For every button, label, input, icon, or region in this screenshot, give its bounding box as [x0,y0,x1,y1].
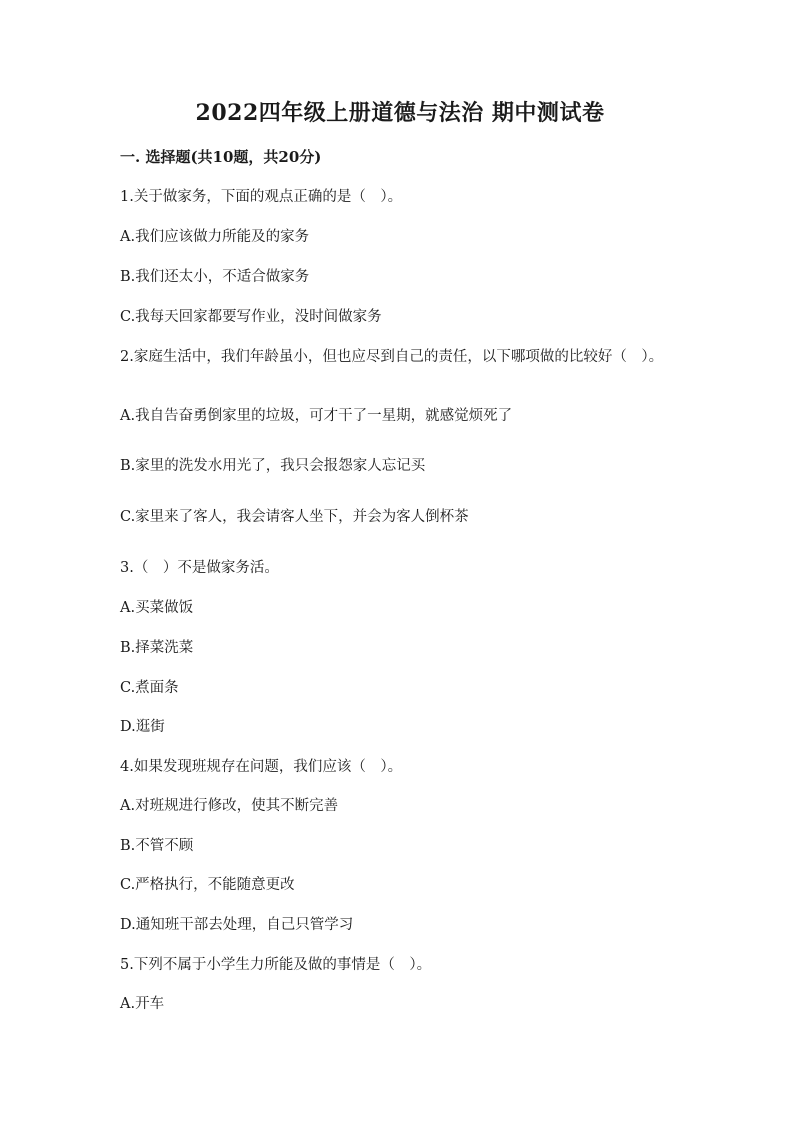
question-2-option-b: B.家里的洗发水用光了，我只会报怨家人忘记买 [120,458,426,474]
question-2-option-a: A.我自告奋勇倒家里的垃圾，可才干了一星期，就感觉烦死了 [120,408,513,424]
question-1-option-a: A.我们应该做力所能及的家务 [120,229,310,245]
section-heading: 一. 选择题(共10题，共20分) [120,148,322,166]
question-2: 2.家庭生活中，我们年龄虽小，但也应尽到自己的责任，以下哪项做的比较好（ ）。 [120,349,664,365]
question-1-option-c: C.我每天回家都要写作业，没时间做家务 [120,309,382,325]
question-4: 4.如果发现班规存在问题，我们应该（ ）。 [120,759,403,775]
question-2-option-c: C.家里来了客人，我会请客人坐下，并会为客人倒杯茶 [120,509,469,525]
question-3-option-c: C.煮面条 [120,680,179,696]
question-3: 3.（ ）不是做家务活。 [120,560,279,576]
question-4-option-b: B.不管不顾 [120,838,194,854]
question-4-option-a: A.对班规进行修改，使其不断完善 [120,798,339,814]
question-5: 5.下列不属于小学生力所能及做的事情是（ ）。 [120,957,432,973]
question-5-option-a: A.开车 [120,996,165,1012]
question-4-option-c: C.严格执行，不能随意更改 [120,877,295,893]
question-1-option-b: B.我们还太小，不适合做家务 [120,269,310,285]
question-3-option-d: D.逛街 [120,719,165,735]
question-3-option-a: A.买菜做饭 [120,600,194,616]
question-1: 1.关于做家务，下面的观点正确的是（ ）。 [120,189,403,205]
question-3-option-b: B.择菜洗菜 [120,640,194,656]
question-4-option-d: D.通知班干部去处理，自己只管学习 [120,917,354,933]
page-title: 2022四年级上册道德与法治 期中测试卷 [195,100,605,126]
